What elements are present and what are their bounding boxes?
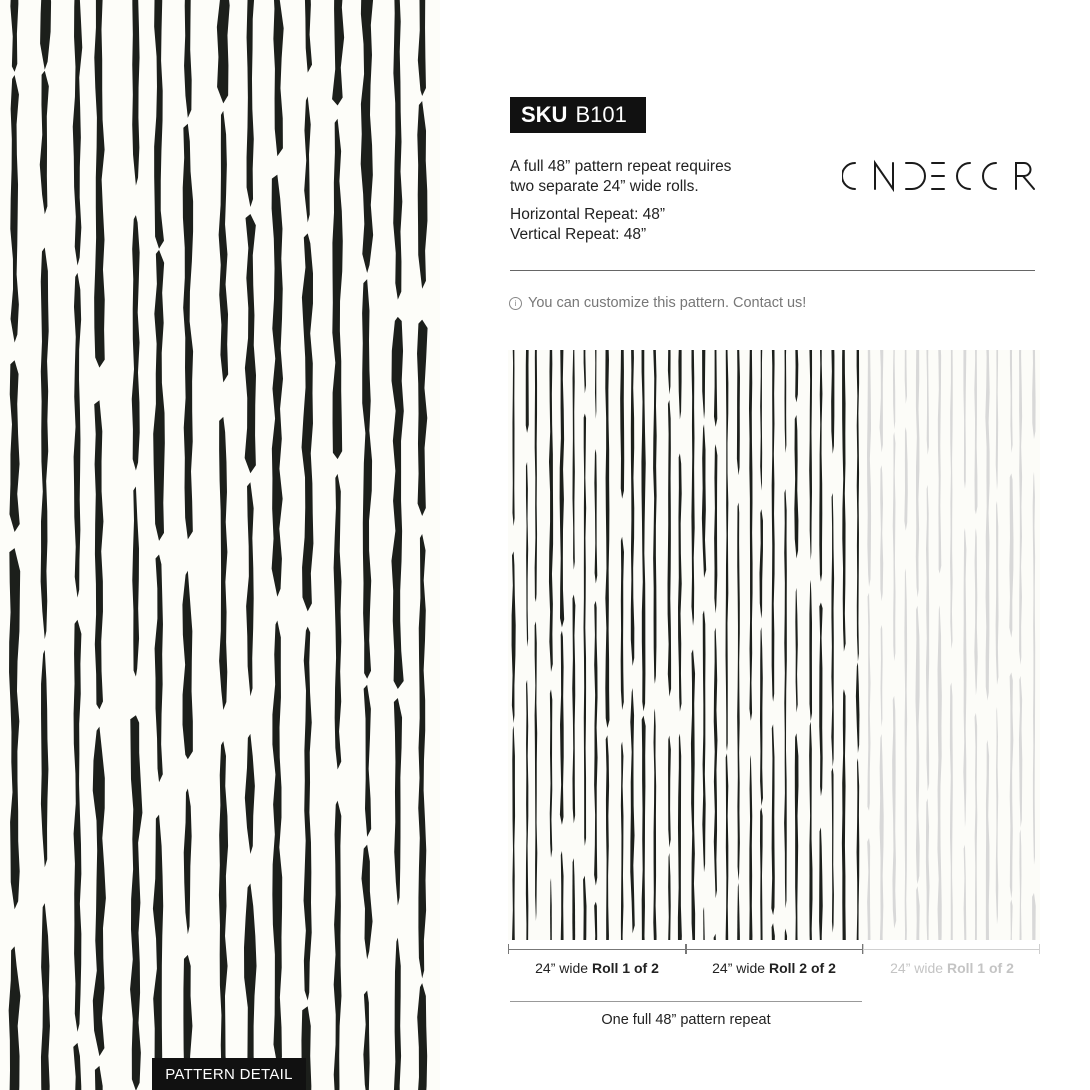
ondecor-logo bbox=[842, 158, 1037, 192]
roll-1-width: 24” wide bbox=[535, 960, 589, 976]
roll-1-name: Roll 1 of 2 bbox=[591, 960, 659, 976]
roll-1-caption bbox=[508, 960, 686, 976]
customize-notice[interactable] bbox=[509, 295, 806, 311]
roll-2-caption bbox=[685, 960, 863, 976]
pattern-repeat-line bbox=[510, 1001, 862, 1002]
roll-preview bbox=[508, 350, 1040, 940]
section-divider bbox=[510, 270, 1035, 271]
horizontal-repeat: Horizontal Repeat: 48” bbox=[510, 206, 666, 223]
pattern-detail-tag: PATTERN DETAIL bbox=[152, 1058, 306, 1090]
repeat-requirement-line-1: A full 48” pattern repeat requires bbox=[510, 158, 732, 175]
sku-badge bbox=[510, 97, 646, 133]
pattern-repeat-caption: One full 48” pattern repeat bbox=[601, 1012, 771, 1028]
sku-code: B101 bbox=[575, 102, 627, 127]
roll-3-caption bbox=[863, 960, 1041, 976]
pattern-detail-image bbox=[0, 0, 440, 1090]
roll-1-dimension-line bbox=[508, 944, 686, 954]
stripe-pattern bbox=[0, 0, 440, 1090]
sku-label: SKU bbox=[521, 102, 568, 127]
customize-notice-text: You can customize this pattern. Contact us! bbox=[528, 295, 807, 311]
roll-3-width: 24” wide bbox=[890, 960, 944, 976]
repeat-specs bbox=[510, 205, 665, 245]
repeat-description bbox=[510, 157, 731, 197]
roll-3-dimension-line bbox=[863, 944, 1040, 954]
info-icon: i bbox=[509, 297, 522, 310]
roll-3-name: Roll 1 of 2 bbox=[946, 960, 1014, 976]
roll-2-width: 24” wide bbox=[712, 960, 766, 976]
roll-2-name: Roll 2 of 2 bbox=[768, 960, 836, 976]
vertical-repeat: Vertical Repeat: 48” bbox=[510, 226, 647, 243]
roll-2-dimension-line bbox=[686, 944, 863, 954]
repeat-requirement-line-2: two separate 24” wide rolls. bbox=[510, 178, 699, 195]
